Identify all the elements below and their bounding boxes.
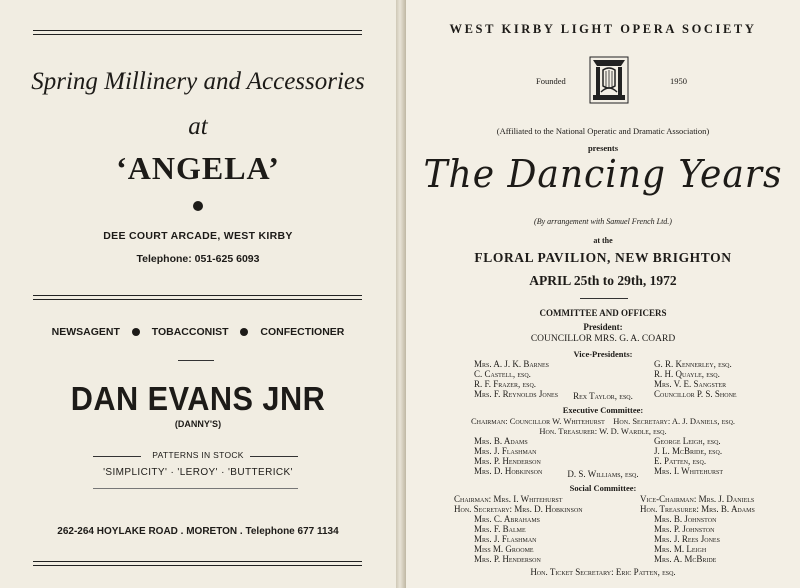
list-item: R. F. Frazer, esq.: [474, 379, 537, 389]
middle-double-rule: [33, 295, 362, 300]
list-item: J. L. McBride, esq.: [654, 446, 723, 456]
angela-telephone: Telephone: 051-625 6093: [136, 253, 260, 265]
list-item: G. R. Kennerley, esq.: [654, 359, 732, 369]
patterns-list: 'SIMPLICITY' · 'LEROY' · 'BUTTERICK': [103, 467, 293, 478]
top-double-rule: [33, 30, 362, 35]
executive-treasurer-line: Hon. Treasurer: W. D. Wardle, esq.: [539, 426, 667, 436]
book-spine: [396, 0, 406, 588]
dan-evans-footer-address: 262-264 HOYLAKE ROAD . MORETON . Telephone 677 1134: [57, 526, 339, 537]
list-item: R. H. Quayle, esq.: [654, 369, 720, 379]
vice-presidents-label: Vice-Presidents:: [573, 349, 633, 359]
trade-tobacconist: TOBACCONIST: [151, 326, 229, 338]
list-item: Miss M. Groome: [474, 544, 534, 554]
list-item: Hon. Treasurer: Mrs. B. Adams: [640, 504, 755, 514]
list-item: Mrs. J. Rees Jones: [654, 534, 720, 544]
patterns-under-rule: [93, 488, 298, 489]
dannys-nickname: (DANNY'S): [174, 419, 222, 429]
trades-line: [0, 326, 396, 338]
list-item: George Leigh, esq.: [654, 436, 721, 446]
angela-address: DEE COURT ARCADE, WEST KIRBY: [103, 230, 293, 242]
list-item: Mrs. I. Whitehurst: [654, 466, 724, 476]
list-item: Mrs. J. Flashman: [474, 534, 537, 544]
bullet-dot: [0, 197, 396, 215]
president-label: President:: [583, 322, 623, 332]
list-item: C. Castell, esq.: [474, 369, 531, 379]
bottom-double-rule: [33, 561, 362, 566]
list-item: E. Patten, esq.: [654, 456, 707, 466]
short-rule: [178, 360, 214, 361]
list-item: Mrs. A. McBride: [654, 554, 717, 564]
venue-name: FLORAL PAVILION, NEW BRIGHTON: [474, 250, 732, 265]
list-item: Mrs. C. Abrahams: [474, 514, 541, 524]
trade-newsagent: NEWSAGENT: [51, 326, 120, 338]
list-item: Mrs. M. Leigh: [654, 544, 707, 554]
separator-dot: [132, 328, 140, 336]
list-item: Chairman: Mrs. I. Whitehurst: [454, 494, 563, 504]
list-item: Mrs. P. Johnston: [654, 524, 715, 534]
list-item: Mrs. A. J. K. Barnes: [474, 359, 550, 369]
affiliation-note: (Affiliated to the National Operatic and Dramatic Association): [496, 126, 710, 136]
society-name: WEST KIRBY LIGHT OPERA SOCIETY: [449, 22, 757, 36]
list-item: Mrs. F. Balme: [474, 524, 526, 534]
list-item: Mrs. J. Flashman: [474, 446, 537, 456]
left-page: [0, 0, 396, 588]
executive-committee-label: Executive Committee:: [562, 405, 644, 415]
arrangement-note: (By arrangement with Samuel French Ltd.): [534, 217, 672, 226]
right-page: [406, 0, 800, 588]
presents-text: presents: [587, 143, 619, 153]
patterns-label: PATTERNS IN STOCK: [152, 450, 244, 460]
trade-confectioner: CONFECTIONER: [260, 326, 345, 338]
dan-evans-name: DAN EVANS JNR: [70, 380, 326, 417]
performance-dates: APRIL 25th to 29th, 1972: [529, 273, 677, 288]
dates-rule: [580, 298, 628, 299]
president-name: COUNCILLOR MRS. G. A. COARD: [530, 334, 676, 344]
society-emblem-icon: [589, 56, 629, 104]
founded-label: Founded: [536, 76, 566, 86]
at-text: at: [188, 113, 208, 140]
patterns-rule-right: [250, 456, 298, 457]
committee-heading: COMMITTEE AND OFFICERS: [539, 308, 667, 318]
angela-shop-name: ‘ANGELA’: [116, 150, 280, 186]
social-committee-label: Social Committee:: [569, 483, 637, 493]
list-item: Mrs. B. Adams: [474, 436, 528, 446]
list-item: Councillor P. S. Shone: [654, 389, 737, 399]
list-item: Mrs. B. Johnston: [654, 514, 717, 524]
vice-president-last: Rex Taylor, esq.: [573, 391, 633, 401]
list-item: Mrs. P. Henderson: [474, 554, 541, 564]
at-the-text: at the: [593, 236, 613, 245]
social-right-list: [640, 494, 755, 564]
show-title: The Dancing Years: [423, 152, 783, 196]
list-item: Mrs. D. Hobkinson: [474, 466, 543, 476]
list-item: Mrs. P. Henderson: [474, 456, 541, 466]
list-item: Vice-Chairman: Mrs. J. Daniels: [640, 494, 755, 504]
millinery-headline: Spring Millinery and Accessories: [31, 68, 365, 95]
social-left-list: [454, 494, 583, 564]
founded-year: 1950: [670, 76, 687, 86]
list-item: Mrs. F. Reynolds Jones: [474, 389, 559, 399]
executive-chair-line: Chairman: Councillor W. Whitehurst Hon. Secretary: A. J. Daniels, esq.: [470, 416, 736, 426]
separator-dot: [240, 328, 248, 336]
list-item: Hon. Secretary: Mrs. D. Hobkinson: [454, 504, 583, 514]
ticket-secretary: Hon. Ticket Secretary: Eric Patten, esq.: [530, 567, 676, 577]
executive-last: D. S. Williams, esq.: [567, 469, 639, 479]
list-item: Mrs. V. E. Sangster: [654, 379, 727, 389]
